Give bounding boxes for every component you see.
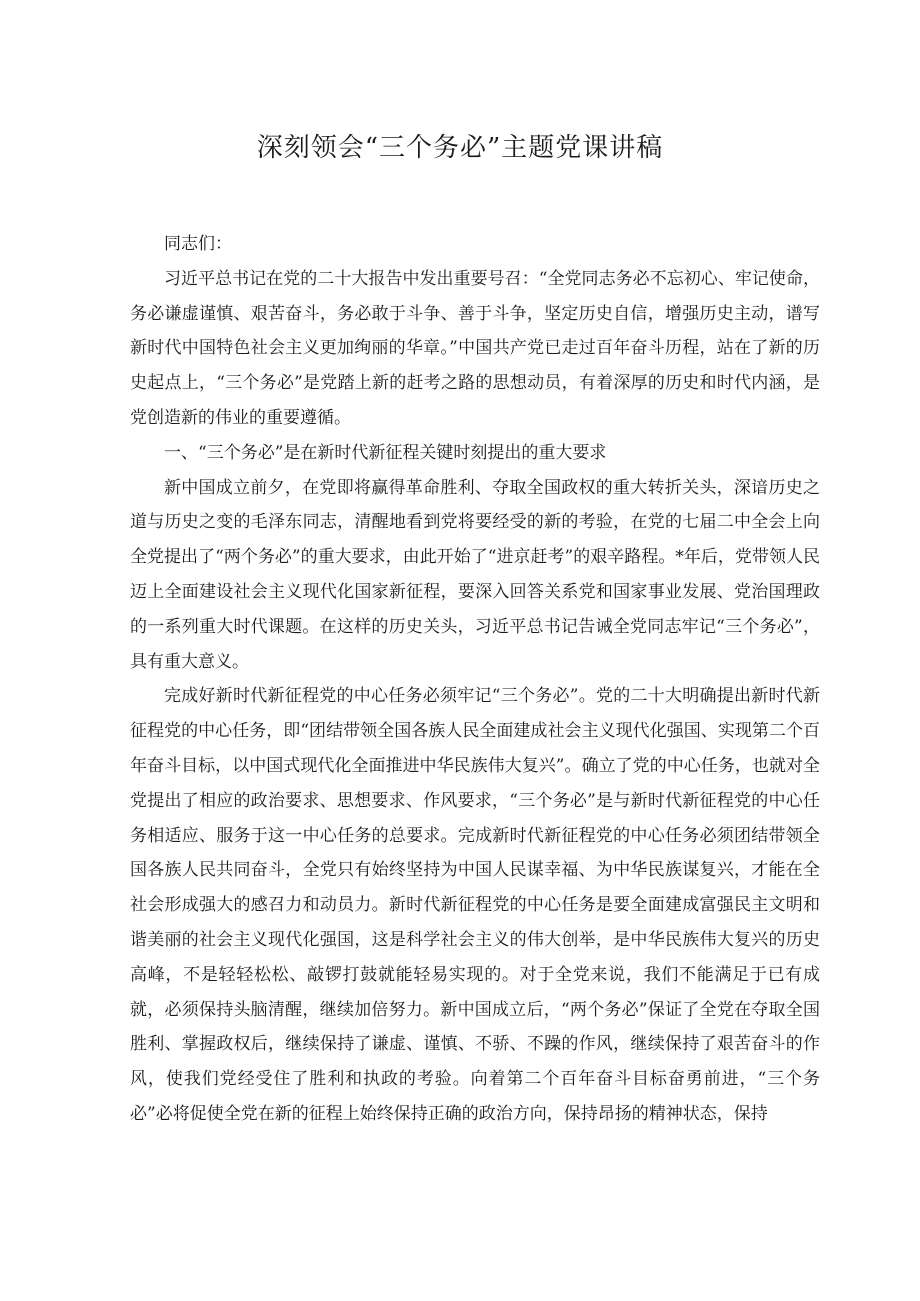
intro-paragraph: 习近平总书记在党的二十大报告中发出重要号召：“全党同志务必不忘初心、牢记使命，务必谦虚谨慎、艰苦奋斗，务必敢于斗争、善于斗争，坚定历史自信，增强历史主动，谱写新时代中国特色社会主义更加绚丽的华章。”中国共产党已走过百年奋斗历程，站在了新的历史起点上，“三个务必”是党踏上新的赶考之路的思想动员，有着深厚的历史和时代内涵，是党创造新的伟业的重要遵循。 xyxy=(130,268,820,428)
document-body xyxy=(130,227,820,1132)
salutation: 同志们： xyxy=(164,234,232,254)
document-title: 深刻领会“三个务必”主题党课讲稿 xyxy=(256,133,664,163)
body-paragraph: 新中国成立前夕，在党即将赢得革命胜利、夺取全国政权的重大转折关头，深谙历史之道与历史之变的毛泽东同志，清醒地看到党将要经受的新的考验，在党的七届二中全会上向全党提出了“两个务必”的重大要求，由此开始了“进京赶考”的艰辛路程。*年后，党带领人民迈上全面建设社会主义现代化国家新征程，要深入回答关系党和国家事业发展、党治国理政的一系列重大时代课题。在这样的历史关头，习近平总书记告诫全党同志牢记“三个务必”，具有重大意义。 xyxy=(130,477,820,672)
section-heading: 一、“三个务必”是在新时代新征程关键时刻提出的重大要求 xyxy=(164,442,607,463)
body-paragraph: 完成好新时代新征程党的中心任务必须牢记“三个务必”。党的二十大明确提出新时代新征程党的中心任务，即“团结带领全国各族人民全面建成社会主义现代化强国、实现第二个百年奋斗目标，以中国式现代化全面推进中华民族伟大复兴”。确立了党的中心任务，也就对全党提出了相应的政治要求、思想要求、作风要求，“三个务必”是与新时代新征程党的中心任务相适应、服务于这一中心任务的总要求。完成新时代新征程党的中心任务必须团结带领全国各族人民共同奋斗，全党只有始终坚持为中国人民谋幸福、为中华民族谋复兴，才能在全社会形成强大的感召力和动员力。新时代新征程党的中心任务是要全面建成富强民主文明和谐美丽的社会主义现代化强国，这是科学社会主义的伟大创举，是中华民族伟大复兴的历史高峰，不是轻轻松松、敲锣打鼓就能轻易实现的。对于全党来说，我们不能满足于已有成就，必须保持头脑清醒，继续加倍努力。新中国成立后，“两个务必”保证了全党在夺取全国胜利、掌握政权后，继续保持了谦虚、谨慎、不骄、不躁的作风，继续保持了艰苦奋斗的作风，使我们党经受住了胜利和执政的考验。向着第二个百年奋斗目标奋勇前进，“三个务必”必将促使全党在新的征程上始终保持正确的政治方向，保持昂扬的精神状态，保持 xyxy=(130,686,820,1124)
